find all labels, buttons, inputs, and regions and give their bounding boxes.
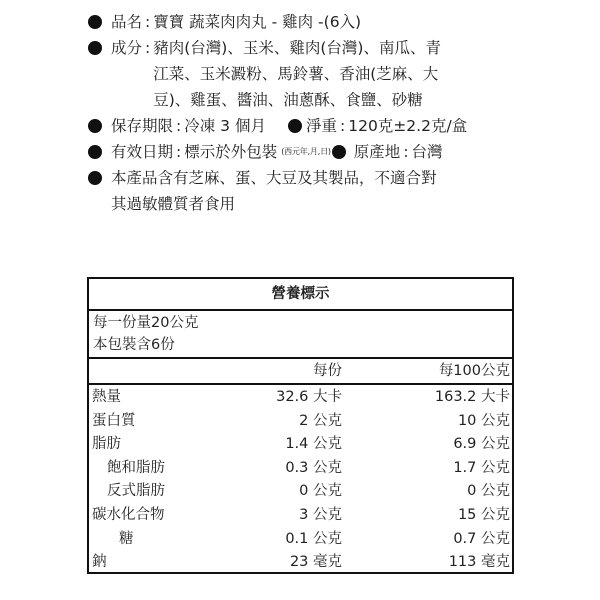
servings-per-package: 本包裝含6份 — [93, 337, 175, 353]
bullet-icon — [332, 145, 346, 159]
bullet-icon — [88, 119, 102, 133]
ingredients-label: 成分 — [111, 39, 143, 57]
shelf-life-label: 保存期限 — [111, 117, 174, 135]
allergen-row — [88, 165, 548, 191]
nutrient-per-serving: 1.4 公克 — [285, 436, 342, 453]
allergen-line: 其過敏體質者食用 — [111, 195, 236, 213]
nutrient-per-serving: 32.6 大卡 — [276, 389, 342, 405]
nutrient-name: 糖 — [119, 530, 134, 547]
colon: : — [145, 39, 151, 57]
product-info — [88, 9, 548, 217]
nutrient-row-carbohydrate — [89, 504, 512, 528]
shelf-life-value: 冷凍 3 個月 — [184, 117, 266, 135]
product-name-row — [88, 9, 548, 35]
nutrient-per-100g: 6.9 公克 — [453, 436, 510, 453]
nutrient-row-protein — [89, 410, 512, 434]
expiry-label: 有效日期 — [111, 143, 174, 161]
nutrient-per-100g: 113 毫克 — [448, 554, 510, 571]
nutrient-name: 鈉 — [92, 554, 107, 571]
colon: : — [403, 143, 409, 161]
nutrient-name: 飽和脂肪 — [107, 459, 165, 476]
ingredients-row — [88, 35, 548, 113]
nutrient-row-fat — [89, 433, 512, 457]
nutrient-row-calories — [89, 386, 512, 410]
nutrient-per-100g: 0 公克 — [467, 483, 510, 500]
serving-info — [89, 311, 512, 359]
serving-size: 每一份量20公克 — [93, 315, 199, 331]
column-per-serving: 每份 — [313, 363, 342, 379]
nutrient-row-sugar — [89, 528, 512, 552]
colon: : — [176, 117, 182, 135]
nutrient-name: 脂肪 — [92, 436, 121, 453]
nutrient-per-100g: 10 公克 — [457, 412, 510, 429]
ingredients-value — [153, 35, 441, 113]
shelf-life-row — [88, 113, 548, 139]
bullet-icon — [88, 41, 102, 55]
allergen-row-continued — [88, 191, 548, 217]
nutrition-facts-table — [87, 277, 514, 574]
colon: : — [176, 143, 182, 161]
bullet-icon — [288, 119, 302, 133]
nutrient-name: 碳水化合物 — [92, 506, 165, 523]
product-name-value: 寶寶 蔬菜肉肉丸 - 雞肉 -(6入) — [153, 13, 362, 31]
allergen-line: 本產品含有芝麻、蛋、大豆及其製品，不適合對 — [111, 169, 437, 187]
nutrition-column-header — [89, 359, 512, 385]
nutrition-title: 營養標示 — [89, 279, 512, 311]
nutrient-row-sodium — [89, 551, 512, 575]
net-weight-value: 120克±2.2克/盒 — [348, 117, 468, 135]
product-name-label: 品名 — [111, 13, 143, 31]
origin-value: 台灣 — [411, 143, 443, 161]
nutrient-row-saturated-fat — [89, 457, 512, 481]
bullet-icon — [88, 15, 102, 29]
nutrient-row-trans-fat — [89, 480, 512, 504]
nutrient-per-100g: 15 公克 — [457, 506, 510, 523]
colon: : — [145, 13, 151, 31]
nutrient-per-serving: 3 公克 — [299, 506, 342, 523]
expiry-value: 標示於外包裝 — [184, 143, 278, 161]
origin-label: 原產地 — [353, 143, 401, 161]
ingredients-line: 豬肉(台灣)、玉米、雞肉(台灣)、南瓜、青 — [153, 39, 441, 57]
nutrient-per-serving: 0 公克 — [299, 483, 342, 500]
bullet-icon — [88, 145, 102, 159]
column-per-100g: 每100公克 — [438, 363, 510, 379]
nutrient-per-serving: 0.1 公克 — [285, 530, 342, 547]
nutrition-rows — [89, 385, 512, 575]
colon: : — [339, 117, 346, 135]
nutrient-per-serving: 2 公克 — [299, 412, 342, 429]
nutrient-per-100g: 163.2 大卡 — [434, 389, 510, 405]
net-weight-label: 淨重 — [305, 117, 337, 135]
nutrient-per-serving: 0.3 公克 — [285, 459, 342, 476]
nutrient-name: 反式脂肪 — [107, 483, 165, 500]
nutrient-per-100g: 0.7 公克 — [453, 530, 510, 547]
nutrient-per-serving: 23 毫克 — [289, 554, 342, 571]
expiry-row — [88, 139, 548, 165]
bullet-icon — [88, 171, 102, 185]
nutrient-name: 熱量 — [92, 389, 121, 405]
ingredients-line: 豆)、雞蛋、醬油、油蔥酥、食鹽、砂糖 — [153, 91, 423, 109]
expiry-date-format-note: (西元年,月,日) — [281, 147, 331, 156]
nutrient-per-100g: 1.7 公克 — [453, 459, 510, 476]
ingredients-line: 江菜、玉米澱粉、馬鈴薯、香油(芝麻、大 — [153, 65, 439, 83]
nutrient-name: 蛋白質 — [92, 412, 136, 429]
